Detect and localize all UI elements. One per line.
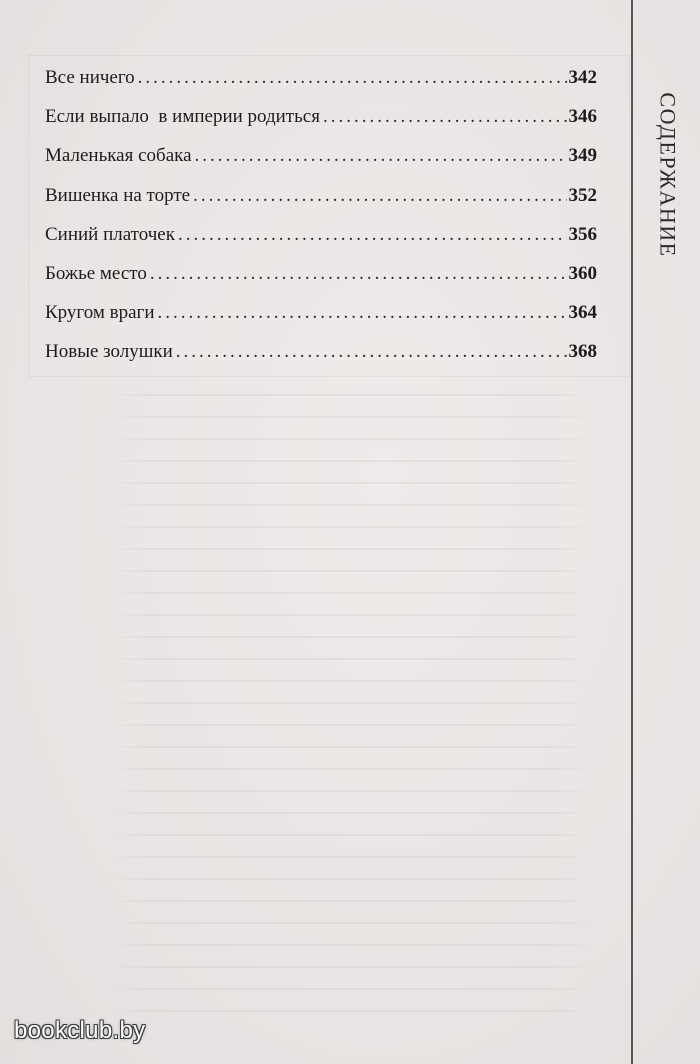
toc-leader-dots xyxy=(178,221,567,249)
toc-entry-page: 356 xyxy=(568,223,597,245)
toc-entry xyxy=(45,299,597,338)
toc-entry-page: 368 xyxy=(568,341,597,363)
toc-entry xyxy=(45,142,597,181)
toc-entry xyxy=(45,64,597,103)
toc-leader-dots xyxy=(150,260,567,288)
running-head-label: СОДЕРЖАНИЕ xyxy=(656,92,681,258)
toc-entry-title: Новые золушки xyxy=(45,341,173,363)
toc-entry-page: 342 xyxy=(568,67,597,88)
toc-entry xyxy=(45,260,597,299)
bleed-through-texture xyxy=(110,380,590,1020)
toc-entry-page: 349 xyxy=(568,145,597,167)
toc-entry xyxy=(45,221,597,260)
toc-leader-dots xyxy=(158,299,567,327)
toc-entry-title: Все ничего xyxy=(45,67,135,88)
toc-entry-title: Кругом враги xyxy=(45,302,155,324)
toc-entry-page: 346 xyxy=(568,106,597,128)
margin-divider xyxy=(631,0,633,1064)
toc-leader-dots xyxy=(193,182,566,210)
watermark: bookclub.by xyxy=(14,1017,146,1044)
toc-leader-dots xyxy=(323,103,567,131)
table-of-contents xyxy=(45,64,597,378)
toc-entry-title: Вишенка на торте xyxy=(45,184,191,206)
toc-entry-title: Маленькая собака xyxy=(45,145,192,167)
toc-leader-dots xyxy=(176,338,567,366)
toc-entry xyxy=(45,103,597,142)
toc-leader-dots xyxy=(195,142,567,170)
toc-entry-title: Божье место xyxy=(45,262,147,284)
toc-entry-page: 352 xyxy=(568,184,597,206)
toc-leader-dots xyxy=(138,64,567,92)
toc-entry-title: Синий платочек xyxy=(45,223,175,245)
toc-entry-page: 360 xyxy=(568,262,597,284)
toc-entry-page: 364 xyxy=(568,302,597,324)
toc-entry xyxy=(45,182,597,221)
running-head xyxy=(640,70,696,280)
toc-entry-title: Если выпало в империи родиться xyxy=(45,106,320,128)
toc-entry xyxy=(45,338,597,377)
